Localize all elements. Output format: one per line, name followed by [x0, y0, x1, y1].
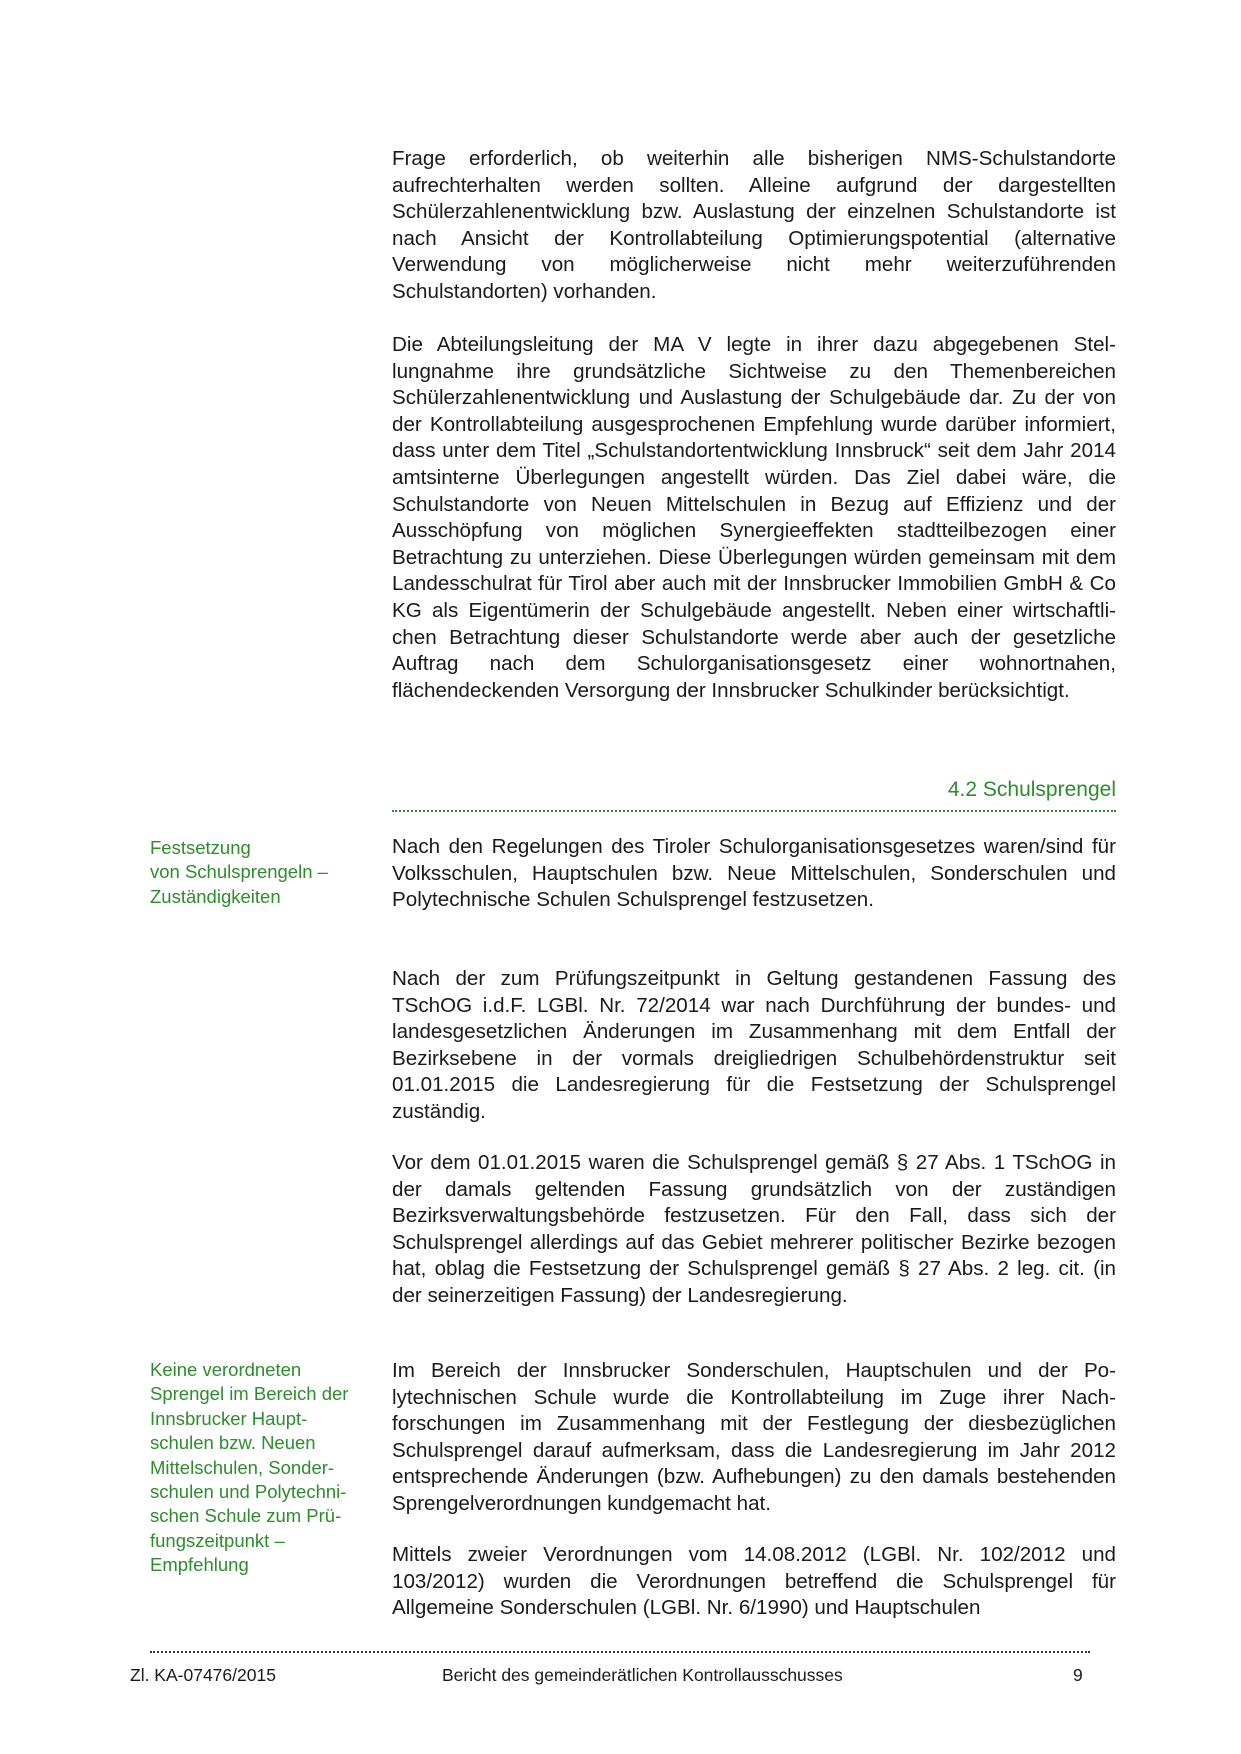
footer-title: Bericht des gemeinderätlichen Kontrollausschusses	[442, 1665, 843, 1685]
margin-note-line: Sprengel im Bereich der	[150, 1383, 349, 1405]
paragraph-6	[392, 1358, 1116, 1518]
margin-note-line: Zuständigkeiten	[150, 885, 281, 907]
paragraph-5-text: Vor dem 01.01.2015 waren die Schulsprengel gemäß § 27 Abs. 1 TSchOG in der damals geltenden Fassung grundsätzlich von der zuständigen Bezirksverwaltungsbehörde festzusetzen. Für den Fall, dass sich der Schulsprengel allerdings auf das Gebiet mehrerer politischer Bezirke bezogen hat, oblag die Festsetzung der Schulsprengel gemäß § 27 Abs. 2 leg. cit. (in der seinerzeitigen Fassung) der Landesregierung.	[392, 1151, 1116, 1307]
paragraph-4-text: Nach der zum Prüfungszeitpunkt in Geltung gestandenen Fassung des TSchOG i.d.F. LGBl. Nr. 72/2014 war nach Durchführung der bundes- und landesgesetzlichen Änderungen im Zusammenhang mit dem Entfall der Bezirksebene in der vormals dreigliedrigen Schulbehördenstruktur seit 01.01.2015 die Landesregierung für die Festsetzung der Schulsprengel zuständig.	[392, 967, 1116, 1123]
margin-note-line: Mittelschulen, Sonder-	[150, 1456, 335, 1478]
footer-divider	[150, 1651, 1090, 1653]
margin-note-line: schulen und Polytechni-	[150, 1481, 347, 1503]
page-number: 9	[1073, 1665, 1083, 1685]
margin-note-line: schen Schule zum Prü-	[150, 1505, 342, 1527]
paragraph-1-text: Frage erforderlich, ob weiterhin alle bisherigen NMS-Schulstandorte aufrechterhalten werden sollten. Alleine aufgrund der dargestellten Schülerzahlenentwicklung bzw. Auslastung der einzelnen Schulstandorte ist nach Ansicht der Kontrollabteilung Optimierungspotential (alternative Verwendung von möglicherweise nicht mehr weiterzuführenden Schulstandorten) vorhanden.	[392, 147, 1116, 303]
paragraph-5	[392, 1150, 1116, 1310]
margin-note-line: fungszeitpunkt –	[150, 1529, 285, 1551]
section-divider	[392, 810, 1116, 812]
paragraph-7	[392, 1542, 1116, 1622]
margin-note-line: von Schulsprengeln –	[150, 861, 328, 883]
paragraph-2	[392, 332, 1116, 704]
paragraph-3	[392, 834, 1116, 914]
margin-note-line: Empfehlung	[150, 1554, 249, 1576]
paragraph-4	[392, 966, 1116, 1126]
paragraph-1	[392, 146, 1116, 306]
margin-note-line: Keine verordneten	[150, 1359, 302, 1380]
margin-note-empfehlung	[150, 1358, 382, 1578]
margin-note-line: schulen bzw. Neuen	[150, 1432, 316, 1454]
paragraph-6-text: Im Bereich der Innsbrucker Sonderschulen, Hauptschulen und der Polytechnischen Schule wurde die Kontrollabteilung im Zuge ihrer Nachforschungen im Zusammenhang mit der Festlegung der diesbezüglichen Schulsprengel darauf aufmerksam, dass die Landesregierung im Jahr 2012 entsprechende Änderungen (bzw. Aufhebungen) zu den damals bestehenden Sprengelverordnungen kundgemacht hat.	[392, 1359, 1116, 1515]
margin-note-sprengel	[150, 836, 382, 909]
paragraph-3-text: Nach den Regelungen des Tiroler Schulorganisationsgesetzes waren/sind für Volksschulen, Hauptschulen bzw. Neue Mittelschulen, Sonderschulen und Polytechnische Schulen Schulsprengel festzusetzen.	[392, 835, 1116, 912]
footer-reference: Zl. KA-07476/2015	[130, 1665, 276, 1685]
paragraph-2-text: Die Abteilungsleitung der MA V legte in ihrer dazu abgegebenen Stellungnahme ihre grundsätzliche Sichtweise zu den Themenbereichen Schülerzahlenentwicklung und Auslastung der Schulgebäude dar. Zu der von der Kontrollabteilung ausgesprochenen Empfehlung wurde darüber informiert, dass unter dem Titel „Schulstandortentwicklung Innsbruck“ seit dem Jahr 2014 amtsinterne Überlegungen angestellt würden. Das Ziel dabei wäre, die Schulstandorte von Neuen Mittelschulen in Bezug auf Effizienz und der Ausschöpfung von möglichen Synergieeffekten stadtteilbezogen einer Betrachtung zu unterziehen. Diese Überlegungen würden gemeinsam mit dem Landesschulrat für Tirol aber auch mit der Innsbrucker Immobilien GmbH & Co KG als Eigentümerin der Schulgebäude angestellt. Neben einer wirtschaftlichen Betrachtung dieser Schulstandorte werde aber auch der gesetzliche Auftrag nach dem Schulorganisationsgesetz einer wohnortnahen, flächendeckenden Versorgung der Innsbrucker Schulkinder berücksichtigt.	[392, 333, 1116, 702]
margin-note-line: Innsbrucker Haupt-	[150, 1407, 308, 1429]
section-heading: 4.2 Schulsprengel	[947, 778, 1116, 801]
paragraph-7-text: Mittels zweier Verordnungen vom 14.08.2012 (LGBl. Nr. 102/2012 und 103/2012) wurden die Verordnungen betreffend die Schulsprengel für Allgemeine Sonderschulen (LGBl. Nr. 6/1990) und Hauptschulen	[392, 1543, 1116, 1620]
margin-note-line: Festsetzung	[150, 837, 251, 858]
